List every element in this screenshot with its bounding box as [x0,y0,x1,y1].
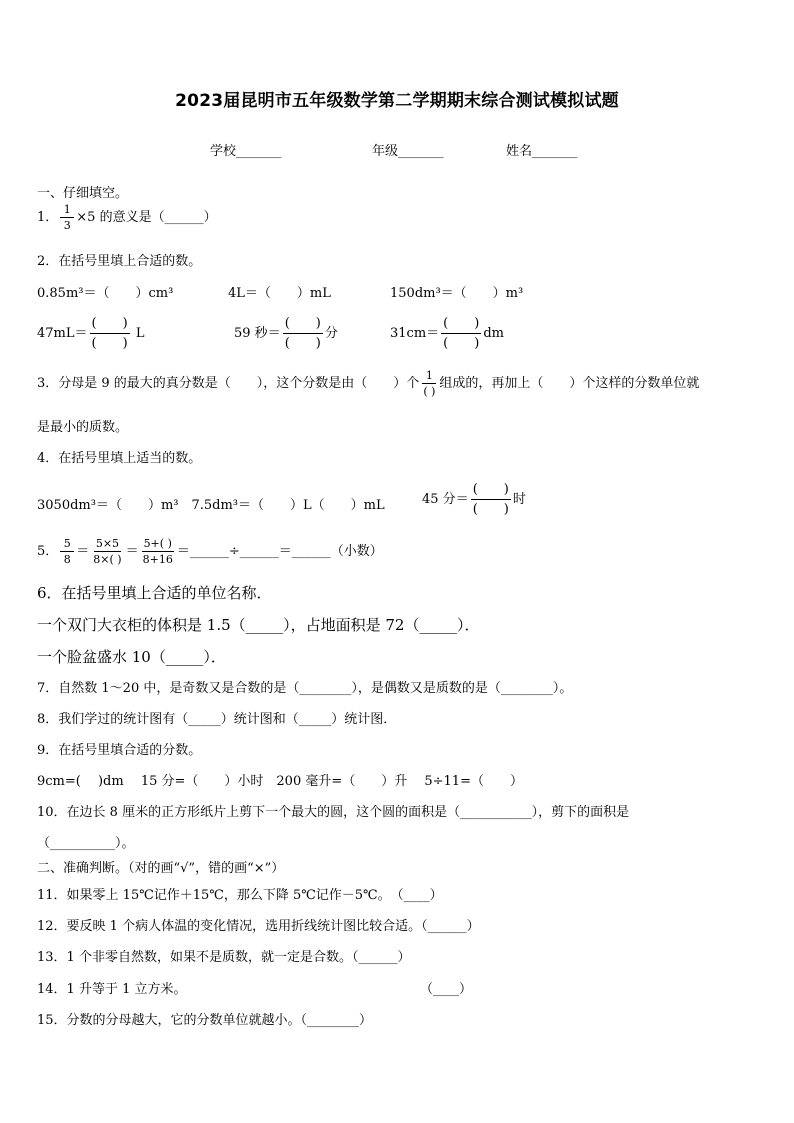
item-label: 45 分＝ [422,492,469,507]
question-2-item-2: 4L＝（ ）mL [228,286,331,301]
question-2-text: 2．在括号里填上合适的数。 [37,254,202,269]
question-10-line-2: （__________）。 [37,836,135,851]
question-1-number: 1． [37,210,59,225]
question-6-line-2: 一个脸盆盛水 10（_____）． [37,648,226,666]
question-4-row: 3050dm³＝（ ）m³ 7.5dm³＝（ ）L（ ）mL [37,498,385,513]
question-6-text: 6．在括号里填上合适的单位名称． [37,584,272,602]
fraction-numerator: ( ) [90,314,130,334]
question-9-row: 9cm=( )dm 15 分=（ ）小时 200 毫升=（ ）升 5÷11=（ ） [37,774,523,789]
question-3-fraction [421,370,437,397]
question-3-line-2: 是最小的质数。 [37,420,129,435]
item-unit: L [135,326,145,341]
name-field[interactable]: 姓名_______ [506,144,578,159]
fraction-numerator: ( ) [441,314,481,334]
answer-fraction[interactable] [441,314,481,353]
answer-fraction[interactable] [283,314,323,353]
item-label: 31cm＝ [390,326,440,341]
fraction-denominator: 8 [63,553,71,566]
fraction-numerator: 5×5 [95,537,120,550]
fraction-3 [141,538,175,565]
question-1-text: ×5 的意义是（______） [76,210,217,225]
question-5-number: 5． [37,544,59,559]
fraction-2 [91,538,123,565]
question-12: 12．要反映 1 个病人体温的变化情况，选用折线统计图比较合适。（______） [37,919,480,934]
question-6-line-1: 一个双门大衣柜的体积是 1.5（_____），占地面积是 72（_____）． [37,616,480,634]
question-14-answer[interactable]: （____） [420,982,473,997]
question-13: 13．1 个非零自然数，如果不是质数，就一定是合数。（______） [37,950,411,965]
item-label: 47mL＝ [37,326,88,341]
question-7: 7．自然数 1～20 中，是奇数又是合数的是（________），是偶数又是质数的是（________）。 [37,681,573,696]
fraction-numerator: ( ) [283,314,323,334]
question-14: 14．1 升等于 1 立方米。 [37,982,187,997]
answer-fraction[interactable] [471,480,511,519]
fraction-denominator: 8+16 [142,553,173,566]
question-3-text-a: 3．分母是 9 的最大的真分数是（ ），这个分数是由（ ）个 [37,376,420,391]
question-11: 11．如果零上 15℃记作＋15℃，那么下降 5℃记作－5℃。 （____） [37,888,443,903]
question-1 [37,204,217,231]
item-unit: dm [483,326,504,341]
question-4-text: 4．在括号里填上适当的数。 [37,451,202,466]
question-2-item-6 [390,314,504,353]
question-5 [37,538,383,565]
school-field[interactable]: 学校_______ [210,144,282,159]
fraction-denominator: ( ) [284,336,321,351]
question-3-line-1 [37,370,699,397]
section-1-heading: 一、仔细填空。 [37,186,129,201]
question-8: 8．我们学过的统计图有（_____）统计图和（_____）统计图． [37,712,397,727]
fraction-numerator: ( ) [471,480,511,500]
answer-fraction[interactable] [90,314,130,353]
fraction-denominator: ( ) [443,336,480,351]
question-2-item-1: 0.85m³＝（ ）cm³ [37,286,174,301]
grade-field[interactable]: 年级_______ [372,144,444,159]
fraction-numerator: 1 [60,204,74,218]
question-3-text-b: 组成的，再加上（ ）个这样的分数单位就 [439,376,700,391]
item-label: 59 秒＝ [234,326,281,341]
question-15: 15．分数的分母越大，它的分数单位就越小。（________） [37,1013,373,1028]
question-2-item-3: 150dm³＝（ ）m³ [390,286,524,301]
section-2-heading: 二、准确判断。（对的画“√”，错的画“×”） [37,861,285,876]
fraction-denominator: 3 [63,219,71,232]
fraction-numerator: 5+( ) [143,537,172,550]
question-9-text: 9．在括号里填合适的分数。 [37,743,202,758]
question-1-fraction [60,204,74,231]
question-4-item-hours [422,480,526,519]
fraction-denominator: 8×( ) [93,553,122,566]
question-5-tail: ＝______÷______＝______（小数） [176,544,383,559]
item-unit: 时 [512,492,526,507]
fraction-numerator: 1 [422,370,436,384]
question-2-item-4 [37,314,144,353]
question-2-item-5 [234,314,338,353]
fraction-1 [60,538,74,565]
fraction-denominator: ( ) [472,502,509,517]
fraction-denominator: ( ) [423,385,436,398]
equals-sign: ＝ [125,544,139,559]
equals-sign: ＝ [76,544,90,559]
page-title: 2023届昆明市五年级数学第二学期期末综合测试模拟试题 [175,91,619,111]
fraction-denominator: ( ) [91,336,128,351]
item-unit: 分 [324,326,338,341]
fraction-numerator: 5 [60,538,74,552]
question-10-line-1: 10．在边长 8 厘米的正方形纸片上剪下一个最大的圆，这个圆的面积是（___________），剪下的面积是 [37,805,630,820]
